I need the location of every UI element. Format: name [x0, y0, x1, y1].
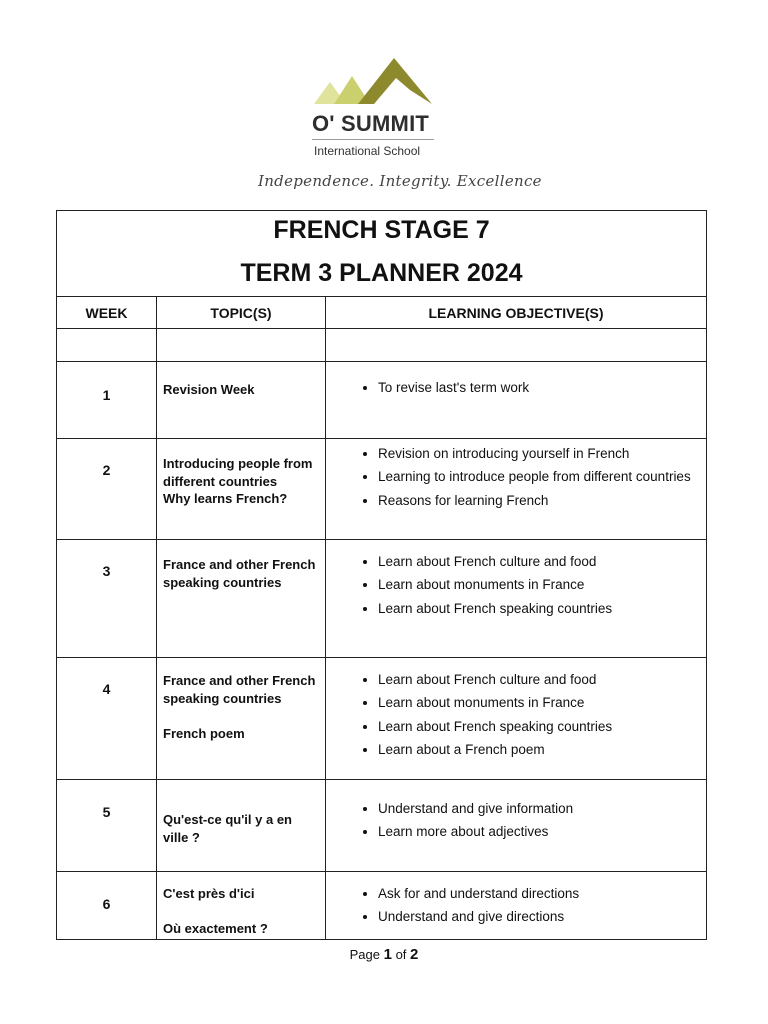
objectives-cell — [326, 540, 707, 658]
objectives-cell — [326, 872, 707, 940]
week-cell — [57, 439, 157, 540]
objective-item: • Learn about monuments in France — [378, 691, 706, 714]
objectives-list — [326, 550, 706, 620]
table-row — [57, 658, 707, 780]
planner-table — [56, 210, 707, 940]
school-name: International School — [314, 144, 421, 158]
page-current: 1 — [383, 946, 392, 963]
objective-item: • Revision on introducing yourself in French — [378, 442, 706, 465]
empty-row — [57, 329, 707, 362]
topic-text: France and other French speaking countries — [163, 557, 316, 590]
column-header-objectives: LEARNING OBJECTIVE(S) — [326, 297, 707, 329]
objective-item: • Learn about French speaking countries — [378, 715, 706, 738]
objectives-list — [326, 442, 706, 512]
empty-cell — [326, 329, 707, 362]
title-cell — [57, 211, 707, 297]
week-number: 1 — [102, 387, 111, 403]
objectives-cell — [326, 362, 707, 439]
topic-text: Qu'est-ce qu'il y a en ville ? — [163, 812, 292, 845]
objective-item: • Learning to introduce people from different countries — [378, 465, 706, 488]
objectives-cell — [326, 780, 707, 872]
objective-item: • To revise last's term work — [378, 376, 706, 399]
topic-cell — [157, 362, 326, 439]
objectives-cell — [326, 439, 707, 540]
table-row — [57, 540, 707, 658]
table-row — [57, 872, 707, 940]
mountain-logo-icon — [312, 56, 434, 112]
topic-text: Why learns French? — [163, 491, 288, 506]
topic-text: Où exactement ? — [163, 921, 268, 936]
week-cell — [57, 540, 157, 658]
objective-item: • Understand and give directions — [378, 905, 706, 928]
week-cell — [57, 658, 157, 780]
page-of: of — [395, 947, 407, 962]
topic-text — [163, 903, 319, 921]
column-header-topics: TOPIC(S) — [157, 297, 326, 329]
page-footer — [0, 946, 768, 963]
objective-item: • Learn about French culture and food — [378, 668, 706, 691]
topic-text: C'est près d'ici — [163, 886, 255, 901]
topic-text: France and other French speaking countries — [163, 673, 316, 706]
brand-divider — [312, 139, 434, 140]
objectives-list — [326, 376, 706, 399]
column-header-week: WEEK — [57, 297, 157, 329]
week-number: 5 — [102, 804, 111, 820]
week-number: 3 — [102, 563, 111, 579]
objectives-cell — [326, 658, 707, 780]
page-label: Page — [349, 947, 380, 962]
objectives-list — [326, 797, 706, 844]
topic-cell — [157, 658, 326, 780]
table-row — [57, 439, 707, 540]
school-motto: Independence. Integrity. Excellence — [258, 172, 542, 190]
objective-item: • Learn about French speaking countries — [378, 597, 706, 620]
objective-item: • Reasons for learning French — [378, 489, 706, 512]
objective-item: • Learn more about adjectives — [378, 820, 706, 843]
topic-cell — [157, 439, 326, 540]
document-subtitle: TERM 3 PLANNER 2024 — [240, 259, 523, 287]
brand-name: O' SUMMIT — [312, 111, 430, 136]
week-number: 2 — [102, 462, 111, 478]
table-row — [57, 780, 707, 872]
objective-item: • Learn about French culture and food — [378, 550, 706, 573]
objectives-list — [326, 668, 706, 761]
week-cell — [57, 780, 157, 872]
objective-item: • Understand and give information — [378, 797, 706, 820]
objectives-list — [326, 882, 706, 929]
objective-item: • Learn about monuments in France — [378, 573, 706, 596]
week-number: 6 — [102, 896, 111, 912]
topic-cell — [157, 872, 326, 940]
document-title: FRENCH STAGE 7 — [273, 216, 490, 244]
week-cell — [57, 872, 157, 940]
table-row — [57, 362, 707, 439]
page-total: 2 — [410, 946, 419, 963]
week-cell — [57, 362, 157, 439]
topic-text: Introducing people from different countries — [163, 456, 313, 489]
topic-cell — [157, 540, 326, 658]
empty-cell — [57, 329, 157, 362]
week-number: 4 — [102, 681, 111, 697]
topic-text — [163, 707, 319, 725]
objective-item: • Learn about a French poem — [378, 738, 706, 761]
topic-text: French poem — [163, 725, 245, 741]
objective-item: • Ask for and understand directions — [378, 882, 706, 905]
topic-cell — [157, 780, 326, 872]
empty-cell — [157, 329, 326, 362]
topic-text: Revision Week — [163, 382, 255, 397]
